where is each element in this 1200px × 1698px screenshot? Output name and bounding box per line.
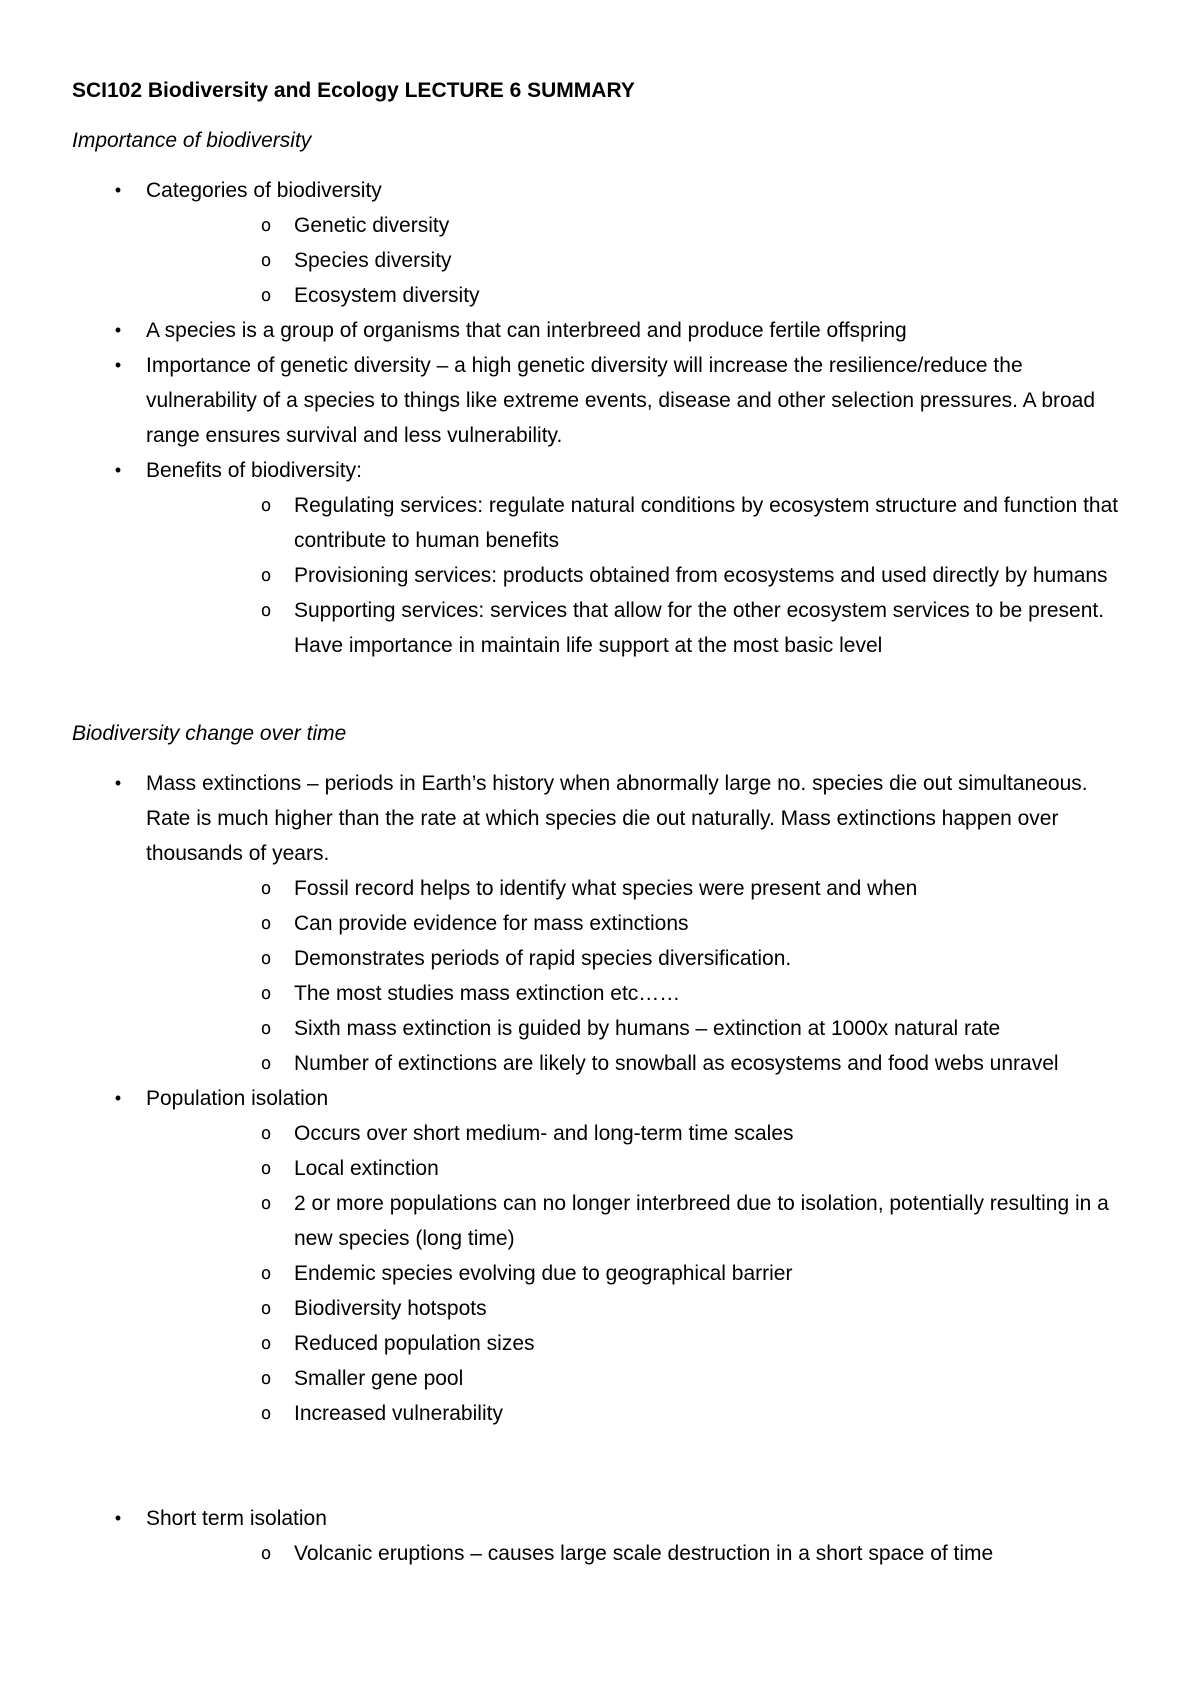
sub-list-item-text: Volcanic eruptions – causes large scale destruction in a short space of time: [294, 1542, 994, 1565]
bullet-icon: •: [114, 773, 122, 793]
sub-list-item: [146, 1361, 1132, 1396]
sub-list-item: [146, 1011, 1132, 1046]
sub-bullet-icon: o: [260, 285, 272, 306]
sub-bullet-icon: o: [260, 1018, 272, 1039]
bullet-list-change-over-time: [72, 766, 1132, 1431]
sub-list: [146, 871, 1132, 1081]
sub-list: [146, 1536, 1132, 1571]
sub-list-item-text: Reduced population sizes: [294, 1332, 535, 1355]
sub-list-item: [146, 906, 1132, 941]
list-item-text: A species is a group of organisms that can interbreed and produce fertile offspring: [146, 319, 907, 342]
sub-list-item: [146, 871, 1132, 906]
sub-list-item: [146, 208, 1132, 243]
bullet-icon: •: [114, 180, 122, 200]
sub-list-item-text: Increased vulnerability: [294, 1402, 503, 1425]
sub-list-item-text: Ecosystem diversity: [294, 284, 480, 307]
list-item: [72, 766, 1132, 1081]
sub-bullet-icon: o: [260, 1263, 272, 1284]
sub-bullet-icon: o: [260, 1193, 272, 1214]
sub-bullet-icon: o: [260, 1403, 272, 1424]
sub-list-item-text: Number of extinctions are likely to snowball as ecosystems and food webs unravel: [294, 1052, 1059, 1075]
sub-list-item-text: Occurs over short medium- and long-term time scales: [294, 1122, 794, 1145]
sub-bullet-icon: o: [260, 600, 272, 621]
list-item: [72, 1081, 1132, 1431]
sub-list-item-text: 2 or more populations can no longer interbreed due to isolation, potentially resulting in a new species (long time): [294, 1192, 1109, 1250]
sub-bullet-icon: o: [260, 983, 272, 1004]
sub-list-item-text: Supporting services: services that allow for the other ecosystem services to be present. Have importance in maintain life support at the most basic level: [294, 599, 1105, 657]
bullet-icon: •: [114, 1508, 122, 1528]
sub-list: [146, 488, 1132, 663]
sub-list-item: [146, 1536, 1132, 1571]
bullet-icon: •: [114, 355, 122, 375]
sub-list-item-text: Genetic diversity: [294, 214, 450, 237]
sub-list-item-text: Smaller gene pool: [294, 1367, 464, 1390]
sub-list-item-text: Endemic species evolving due to geographical barrier: [294, 1262, 793, 1285]
sub-bullet-icon: o: [260, 1123, 272, 1144]
sub-list-item-text: Sixth mass extinction is guided by humans – extinction at 1000x natural rate: [294, 1017, 1001, 1040]
sub-list-item: [146, 1116, 1132, 1151]
sub-bullet-icon: o: [260, 565, 272, 586]
list-item: [72, 1501, 1132, 1571]
list-item: [72, 348, 1132, 453]
sub-list-item-text: Local extinction: [294, 1157, 439, 1180]
sub-bullet-icon: o: [260, 1053, 272, 1074]
sub-list-item: [146, 1291, 1132, 1326]
list-item-text: Benefits of biodiversity:: [146, 459, 362, 482]
sub-bullet-icon: o: [260, 215, 272, 236]
sub-list: [146, 208, 1132, 313]
sub-list-item: [146, 1151, 1132, 1186]
list-item-text: Population isolation: [146, 1087, 329, 1110]
sub-list-item: [146, 243, 1132, 278]
bullet-list-short-term: [72, 1501, 1132, 1571]
bullet-icon: •: [114, 320, 122, 340]
sub-list-item: [146, 278, 1132, 313]
sub-list-item: [146, 1326, 1132, 1361]
sub-list-item: [146, 1046, 1132, 1081]
bullet-icon: •: [114, 460, 122, 480]
sub-list-item: [146, 1396, 1132, 1431]
sub-bullet-icon: o: [260, 948, 272, 969]
list-item: [72, 173, 1132, 313]
sub-list-item: [146, 1256, 1132, 1291]
sub-list-item: [146, 941, 1132, 976]
sub-list-item-text: The most studies mass extinction etc……: [294, 982, 681, 1005]
list-item: [72, 453, 1132, 663]
sub-bullet-icon: o: [260, 1158, 272, 1179]
sub-bullet-icon: o: [260, 495, 272, 516]
sub-bullet-icon: o: [260, 913, 272, 934]
sub-bullet-icon: o: [260, 1333, 272, 1354]
sub-list-item-text: Species diversity: [294, 249, 452, 272]
sub-list-item-text: Regulating services: regulate natural conditions by ecosystem structure and function that contribute to human benefits: [294, 494, 1119, 552]
section-heading-importance: Importance of biodiversity: [72, 129, 312, 152]
sub-list-item-text: Can provide evidence for mass extinctions: [294, 912, 689, 935]
list-item-text: Short term isolation: [146, 1507, 327, 1530]
sub-list-item: [146, 488, 1132, 558]
bullet-list-importance: [72, 173, 1132, 663]
list-item-text: Importance of genetic diversity – a high genetic diversity will increase the resilience/reduce the vulnerability of a species to things like extreme events, disease and other selection pressures. A broad range ensures survival and less vulnerability.: [146, 354, 1096, 447]
list-item-text: Categories of biodiversity: [146, 179, 382, 202]
sub-bullet-icon: o: [260, 250, 272, 271]
sub-bullet-icon: o: [260, 878, 272, 899]
sub-list-item: [146, 976, 1132, 1011]
sub-bullet-icon: o: [260, 1543, 272, 1564]
sub-bullet-icon: o: [260, 1298, 272, 1319]
document-title: SCI102 Biodiversity and Ecology LECTURE 6 SUMMARY: [72, 79, 635, 102]
document-content: [72, 76, 1132, 1571]
sub-list-item: [146, 593, 1132, 663]
sub-list-item-text: Fossil record helps to identify what species were present and when: [294, 877, 918, 900]
sub-list: [146, 1116, 1132, 1431]
sub-list-item-text: Demonstrates periods of rapid species diversification.: [294, 947, 792, 970]
sub-bullet-icon: o: [260, 1368, 272, 1389]
list-item: [72, 313, 1132, 348]
bullet-icon: •: [114, 1088, 122, 1108]
sub-list-item-text: Biodiversity hotspots: [294, 1297, 487, 1320]
section-heading-change-over-time: Biodiversity change over time: [72, 722, 347, 745]
sub-list-item: [146, 1186, 1132, 1256]
sub-list-item: [146, 558, 1132, 593]
blank-space: [72, 1431, 1132, 1501]
sub-list-item-text: Provisioning services: products obtained from ecosystems and used directly by humans: [294, 564, 1108, 587]
list-item-text: Mass extinctions – periods in Earth’s history when abnormally large no. species die out simultaneous. Rate is much higher than the rate at which species die out naturally. Mass extinctions happen over thousands of years.: [146, 772, 1088, 865]
